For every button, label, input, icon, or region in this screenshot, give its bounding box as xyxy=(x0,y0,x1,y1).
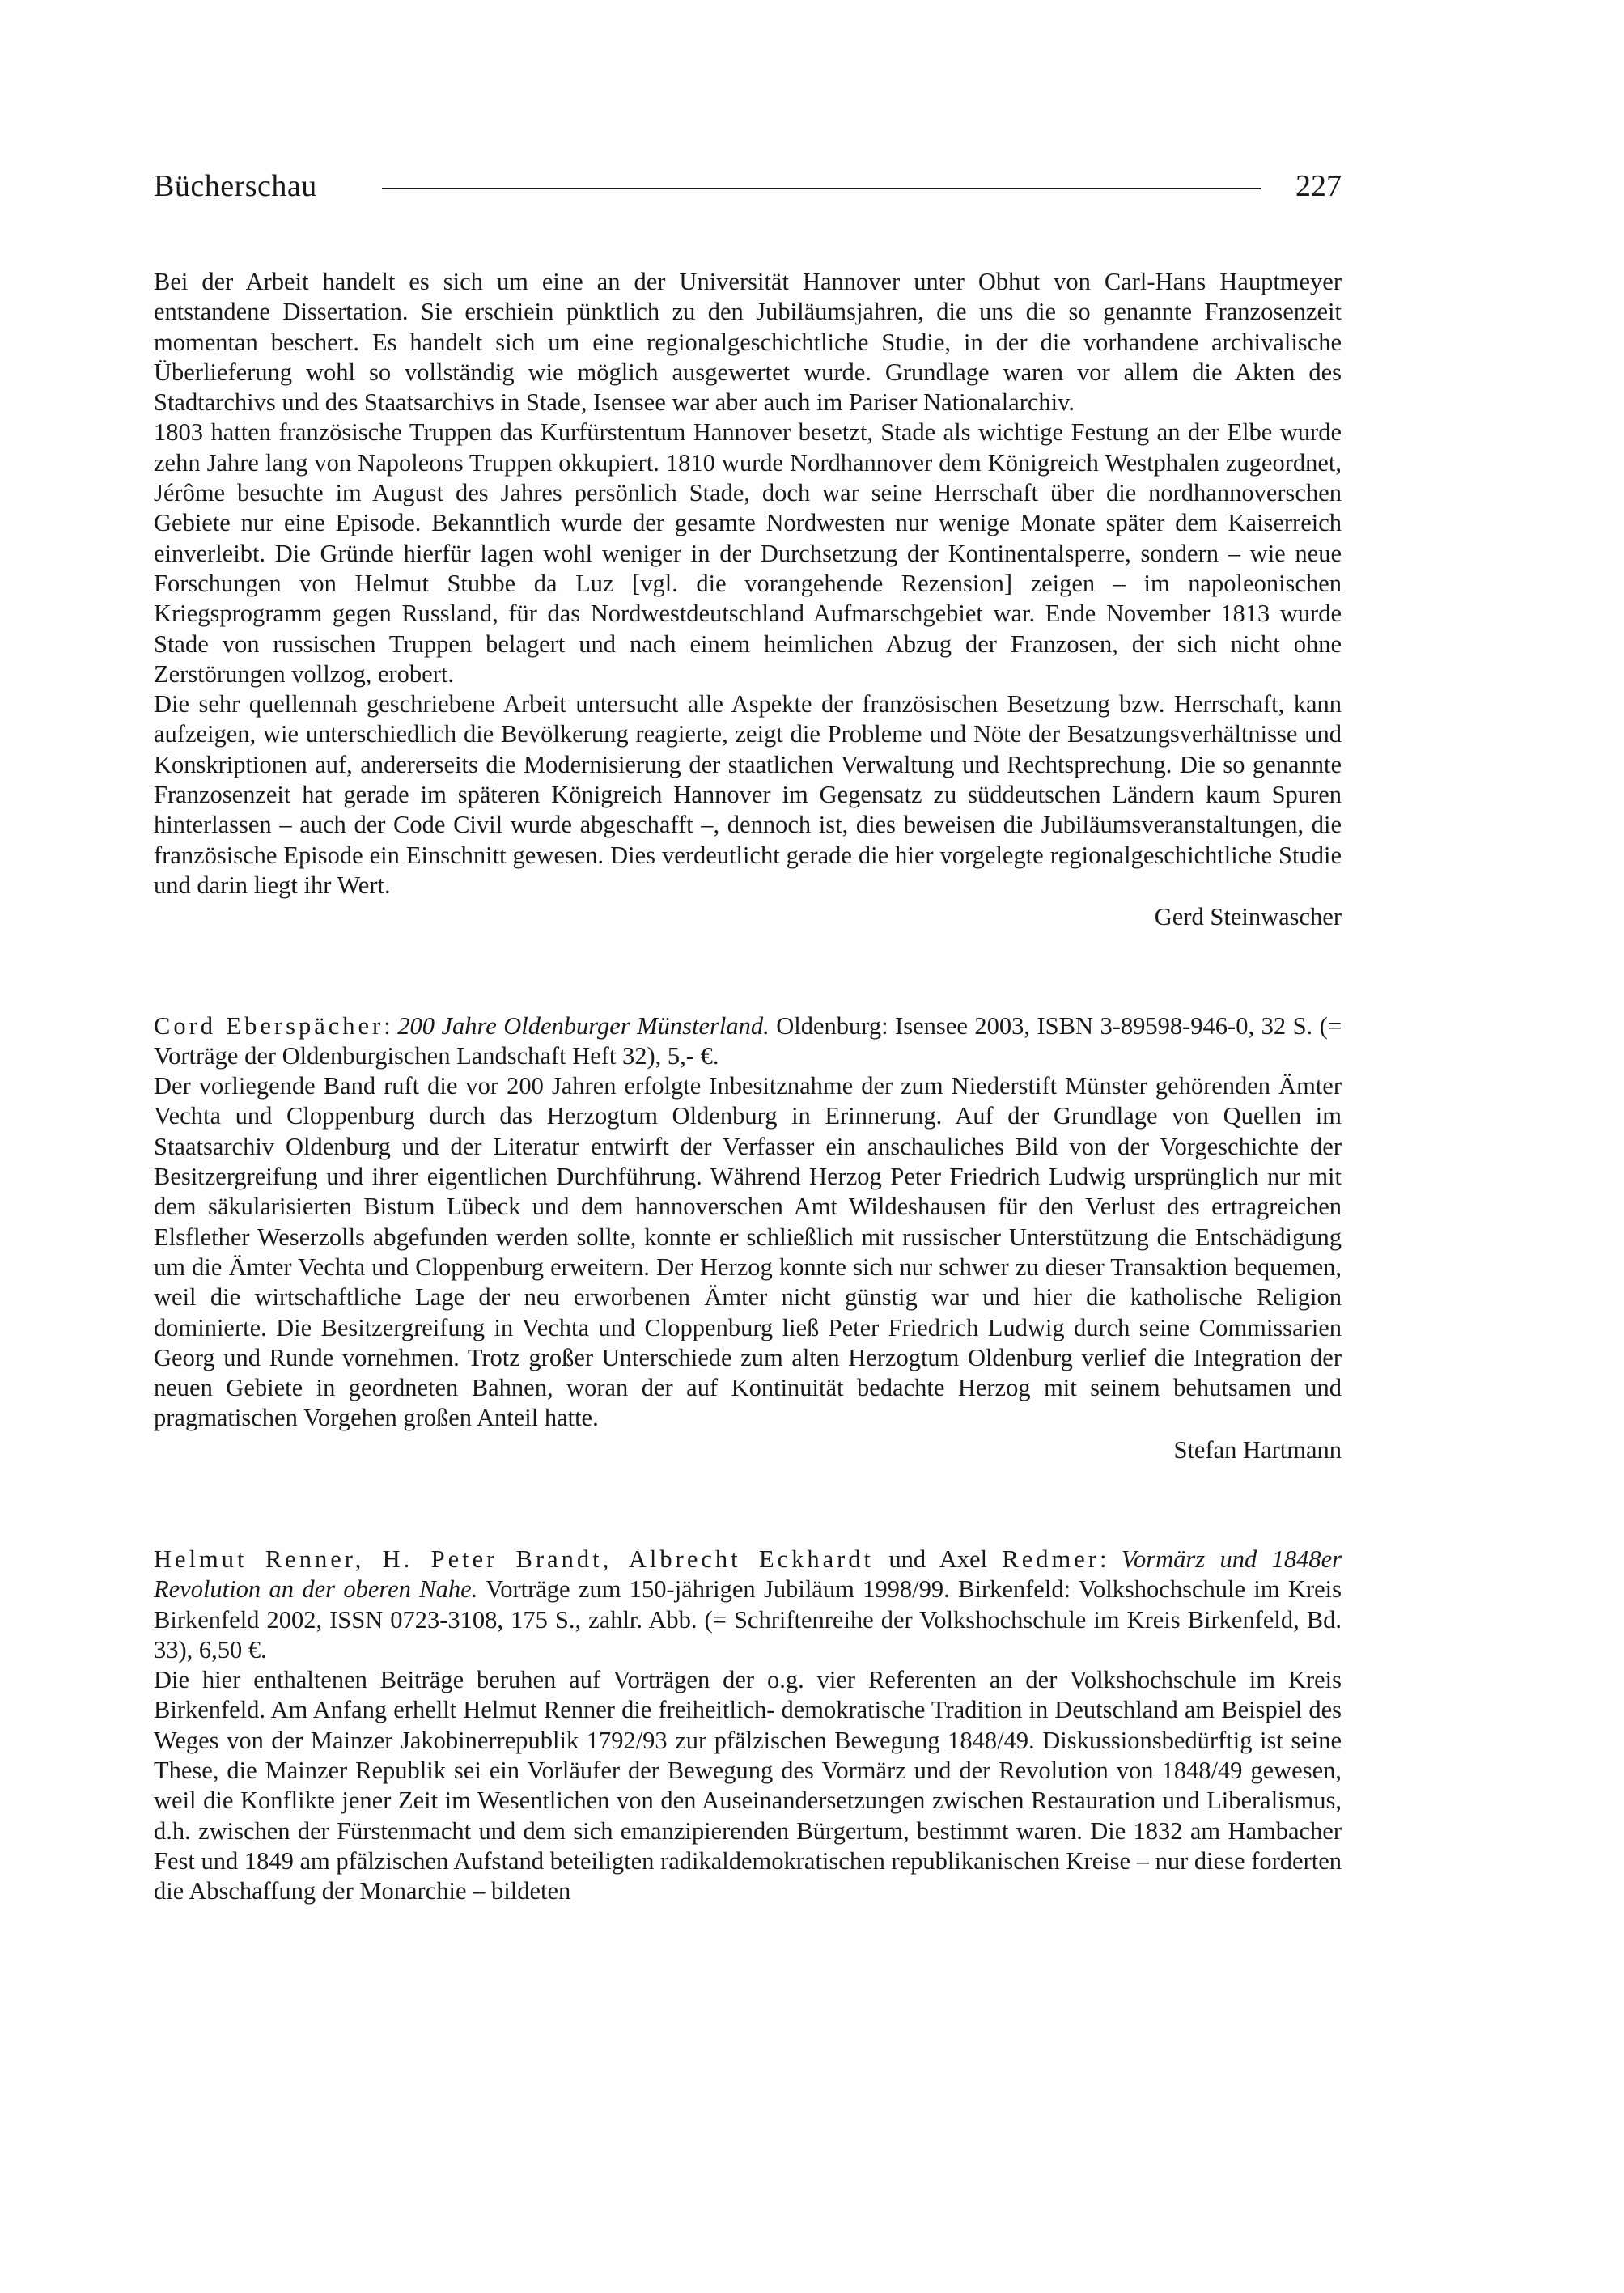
page-body xyxy=(154,267,1342,1907)
book-author-last: Redmer xyxy=(1002,1545,1100,1573)
review-hartmann xyxy=(154,1011,1342,1465)
book-title: Vormärz und 1848er Revolution an der oberen Nahe. xyxy=(154,1545,1342,1604)
review-paragraph: Die hier enthaltenen Beiträge beruhen auf Vorträgen der o.g. vier Referenten an der Volkshochschule im Kreis Birkenfeld. Am Anfang erhellt Helmut Renner die freiheitlich- demokratische Tradition in Deutschland am Beispiel des Weges von der Mainzer Jakobinerrepublik 1792/93 zur pfälzischen Bewegung 1848/49. Diskussionsbedürftig ist seine These, die Mainzer Republik sei ein Vorläufer der Bewegung des Vormärz und der Revolution von 1848/49 gewesen, weil die Konflikte jener Zeit im Wesentlichen von den Auseinandersetzungen zwischen Restauration und Liberalismus, d.h. zwischen der Fürstenmacht und dem sich emanzipierenden Bürgertum, bestimmt waren. Die 1832 am Hambacher Fest und 1849 am pfälzischen Aufstand beteiligten radikaldemokratischen republikanischen Kreise – nur diese forderten die Abschaffung der Monarchie – bildeten xyxy=(154,1666,1342,1905)
book-authors: Helmut Renner, H. Peter Brandt, Albrecht Eckhardt xyxy=(154,1545,875,1573)
author-colon: : xyxy=(1099,1545,1122,1573)
running-header xyxy=(154,168,1342,209)
book-author: Cord Eberspächer xyxy=(154,1011,384,1040)
bibliographic-entry xyxy=(154,1545,1342,1665)
reviewer-signature: Stefan Hartmann xyxy=(1173,1435,1342,1464)
book-title: 200 Jahre Oldenburger Münsterland. xyxy=(397,1011,770,1040)
reviewer-signature: Gerd Steinwascher xyxy=(1154,903,1342,931)
review-paragraph: Bei der Arbeit handelt es sich um eine an der Universität Hannover unter Obhut von Carl-Hans Hauptmeyer entstandene Dissertation. Sie erschiein pünktlich zu den Jubiläumsjahren, die uns die so genannte Franzosenzeit momentan beschert. Es handelt sich um eine regionalgeschichtliche Studie, in der die vorhandene archivalische Überlieferung wohl so vollständig wie möglich ausgewertet wurde. Grundlage waren vor allem die Akten des Stadtarchivs und des Staatsarchivs in Stade, Isensee war aber auch im Pariser Nationalarchiv. xyxy=(154,268,1342,417)
review-paragraph: Der vorliegende Band ruft die vor 200 Jahren erfolgte Inbesitznahme der zum Niederstift Münster gehörenden Ämter Vechta und Cloppenburg durch das Herzogtum Oldenburg in Erinnerung. Auf der Grundlage von Quellen im Staatsarchiv Oldenburg und der Literatur entwirft der Verfasser ein anschauliches Bild von der Vorgeschichte der Besitzergreifung und ihrer eigentlichen Durchführung. Während Herzog Peter Friedrich Ludwig ursprünglich nur mit dem säkularisierten Bistum Lübeck und dem hannoverschen Amt Wildeshausen für den Verlust des ertragreichen Elsflether Weserzolls abgefunden werden sollte, konnte er schließlich mit russischer Unterstützung die Entschädigung um die Ämter Vechta und Cloppenburg erweitern. Der Herzog konnte sich nur schwer zu dieser Transaktion bequemen, weil die wirtschaftliche Lage der neu erworbenen Ämter nicht günstig war und hier die katholische Religion dominierte. Die Besitzergreifung in Vechta und Cloppenburg ließ Peter Friedrich Ludwig durch seine Commissarien Georg und Runde vornehmen. Trotz großer Unterschiede zum alten Herzogtum Oldenburg verlief die Integration der neuen Gebiete in geordneten Bahnen, woran der auf Kontinuität bedachte Herzog mit seinem behutsamen und pragmatischen Vorgehen großen Anteil hatte. xyxy=(154,1072,1342,1432)
author-colon: : xyxy=(384,1011,398,1040)
running-header-title: Bücherschau xyxy=(154,169,317,203)
page-number: 227 xyxy=(1295,169,1342,203)
review-vormaerz xyxy=(154,1545,1342,1907)
review-paragraph: Die sehr quellennah geschriebene Arbeit untersucht alle Aspekte der französischen Besetzung bzw. Herrschaft, kann aufzeigen, wie unterschiedlich die Bevölkerung reagierte, zeigt die Probleme und Nöte der Besatzungsverhältnisse und Konskriptionen auf, andererseits die Modernisierung der staatlichen Verwaltung und Rechtsprechung. Die so genannte Franzosenzeit hat gerade im späteren Königreich Hannover im Gegensatz zu süddeutschen Ländern kaum Spuren hinterlassen – auch der Code Civil wurde abgeschafft –, dennoch ist, dies beweisen die Jubiläumsveranstaltungen, die französische Episode ein Einschnitt gewesen. Dies verdeutlicht gerade die hier vorgelegte regionalgeschichtliche Studie und darin liegt ihr Wert. xyxy=(154,690,1342,899)
book-publication-details: Vorträge zum 150-jährigen Jubiläum 1998/99. Birkenfeld: Volkshochschule im Kreis Birkenfeld 2002, ISSN 0723-3108, 175 S., zahlr. Abb. (= Schriftenreihe der Volkshochschule im Kreis Birkenfeld, Bd. 33), 6,50 €. xyxy=(154,1575,1342,1664)
bibliographic-entry xyxy=(154,1011,1342,1072)
authors-joiner: und Axel xyxy=(874,1545,1003,1573)
header-rule xyxy=(382,188,1261,189)
book-publication-details: Oldenburg: Isensee 2003, ISBN 3-89598-946-0, 32 S. (= Vorträge der Oldenburgischen Landschaft Heft 32), 5,- €. xyxy=(154,1011,1342,1070)
review-paragraph: 1803 hatten französische Truppen das Kurfürstentum Hannover besetzt, Stade als wichtige Festung an der Elbe wurde zehn Jahre lang von Napoleons Truppen okkupiert. 1810 wurde Nordhannover dem Königreich Westphalen zugeordnet, Jérôme besuchte im August des Jahres persönlich Stade, doch war seine Herrschaft über die nordhannoverschen Gebiete nur eine Episode. Bekanntlich wurde der gesamte Nordwesten nur wenige Monate später dem Kaiserreich einverleibt. Die Gründe hierfür lagen wohl weniger in der Durchsetzung der Kontinentalsperre, sondern – wie neue Forschungen von Helmut Stubbe da Luz [vgl. die vorangehende Rezension] zeigen – im napoleonischen Kriegsprogramm gegen Russland, für das Nordwestdeutschland Aufmarschgebiet war. Ende November 1813 wurde Stade von russischen Truppen belagert und nach einem heimlichen Abzug der Franzosen, der sich nicht ohne Zerstörungen vollzog, erobert. xyxy=(154,418,1342,688)
review-steinwascher xyxy=(154,267,1342,933)
